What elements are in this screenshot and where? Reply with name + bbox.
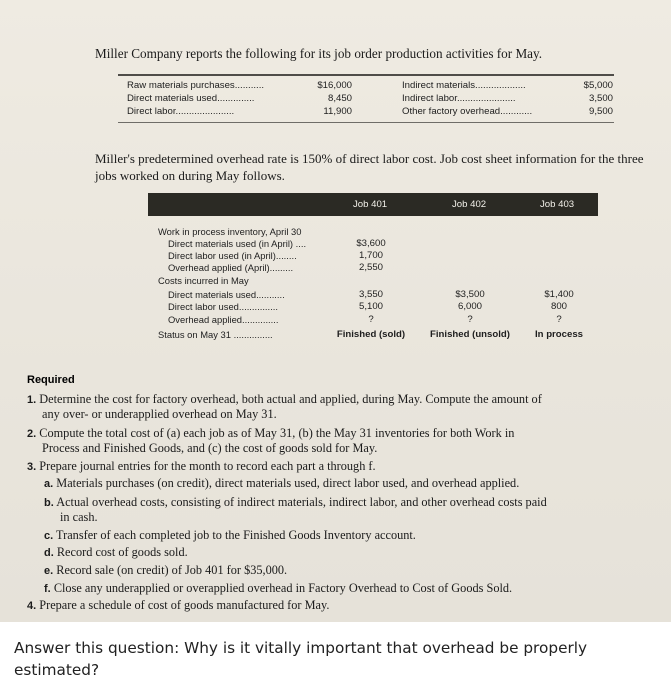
summary-left-value: 11,900 — [323, 106, 352, 117]
required-subitem: f. Close any underapplied or overapplied overhead in Factory Overhead to Cost of Goods Sold. — [44, 581, 513, 595]
status-401: Finished (sold) — [336, 329, 406, 340]
status-403: In process — [535, 329, 583, 340]
required-item: 3. Prepare journal entries for the month to record each part a through f. — [27, 459, 376, 473]
summary-right-value: 3,500 — [588, 93, 613, 104]
summary-left-label: Direct materials used.............. — [127, 93, 255, 104]
required-subitem: a. Materials purchases (on credit), direct materials used, direct labor used, and overhead applied. — [44, 476, 520, 490]
required-item: Process and Finished Goods, and (c) the cost of goods sold for May. — [42, 441, 378, 455]
required-subitem: in cash. — [60, 510, 98, 524]
wip-row-label: Direct labor used (in April)........ — [168, 250, 297, 261]
summary-right-value: 9,500 — [588, 106, 613, 117]
cost-row-label: Direct materials used........... — [168, 289, 285, 300]
cost-row-label: Direct labor used............... — [168, 301, 278, 312]
cost-value-403: 800 — [550, 301, 567, 312]
required-subitem: b. Actual overhead costs, consisting of indirect materials, indirect labor, and other overhead costs paid — [44, 495, 547, 509]
predetermined-rate-text: Miller's predetermined overhead rate is 150% of direct labor cost. Job cost sheet information for the three jobs worked on during May follows. — [95, 151, 644, 183]
question-text: Answer this question: Why is it vitally important that overhead be properly estimated? — [14, 639, 588, 679]
summary-right-label: Indirect labor...................... — [402, 93, 516, 104]
job-header-403: Job 403 — [540, 199, 575, 210]
required-item: 1. Determine the cost for factory overhead, both actual and applied, during May. Compute the amount of — [27, 392, 542, 406]
intro-text: Miller Company reports the following for its job order production activities for May. — [95, 46, 543, 61]
wip-section-label: Work in process inventory, April 30 — [158, 226, 302, 237]
job-cost-table — [148, 193, 598, 353]
wip-row-label: Overhead applied (April)......... — [168, 262, 294, 273]
wip-value-401: $3,600 — [356, 238, 386, 249]
summary-right-label: Indirect materials................... — [402, 80, 526, 91]
job-header-402: Job 402 — [452, 199, 487, 210]
required-title: Required — [27, 374, 75, 386]
wip-value-401: 2,550 — [358, 262, 383, 273]
summary-left-label: Raw materials purchases........... — [127, 80, 265, 91]
cost-value-401: 3,550 — [358, 289, 383, 300]
cost-value-401: ? — [368, 314, 374, 325]
job-table-header — [148, 193, 598, 216]
required-subitem: e. Record sale (on credit) of Job 401 for $35,000. — [44, 563, 288, 577]
summary-left-value: 8,450 — [327, 93, 352, 104]
summary-right-value: $5,000 — [583, 80, 613, 91]
summary-left-value: $16,000 — [317, 80, 352, 91]
summary-right-label: Other factory overhead............ — [402, 106, 533, 117]
required-subitem: d. Record cost of goods sold. — [44, 545, 188, 559]
costs-section-label: Costs incurred in May — [158, 275, 249, 286]
cost-value-402: 6,000 — [457, 301, 482, 312]
cost-value-402: ? — [467, 314, 473, 325]
status-row-label: Status on May 31 ............... — [158, 329, 273, 340]
cost-row-label: Overhead applied.............. — [168, 314, 279, 325]
job-header-401: Job 401 — [353, 199, 388, 210]
wip-row-label: Direct materials used (in April) .... — [168, 238, 307, 249]
status-402: Finished (unsold) — [430, 329, 510, 340]
cost-value-402: $3,500 — [455, 289, 485, 300]
required-item: 4. Prepare a schedule of cost of goods manufactured for May. — [27, 598, 330, 612]
required-item: any over- or underapplied overhead on May 31. — [42, 407, 277, 421]
cost-value-401: 5,100 — [358, 301, 383, 312]
cost-value-403: ? — [556, 314, 562, 325]
wip-value-401: 1,700 — [358, 250, 383, 261]
required-subitem: c. Transfer of each completed job to the Finished Goods Inventory account. — [44, 528, 416, 542]
cost-value-403: $1,400 — [544, 289, 574, 300]
summary-left-label: Direct labor...................... — [127, 106, 235, 117]
summary-top-rule — [118, 74, 614, 76]
required-item: 2. Compute the total cost of (a) each job as of May 31, (b) the May 31 inventories for both Work in — [27, 426, 515, 440]
summary-bottom-rule — [118, 122, 614, 123]
